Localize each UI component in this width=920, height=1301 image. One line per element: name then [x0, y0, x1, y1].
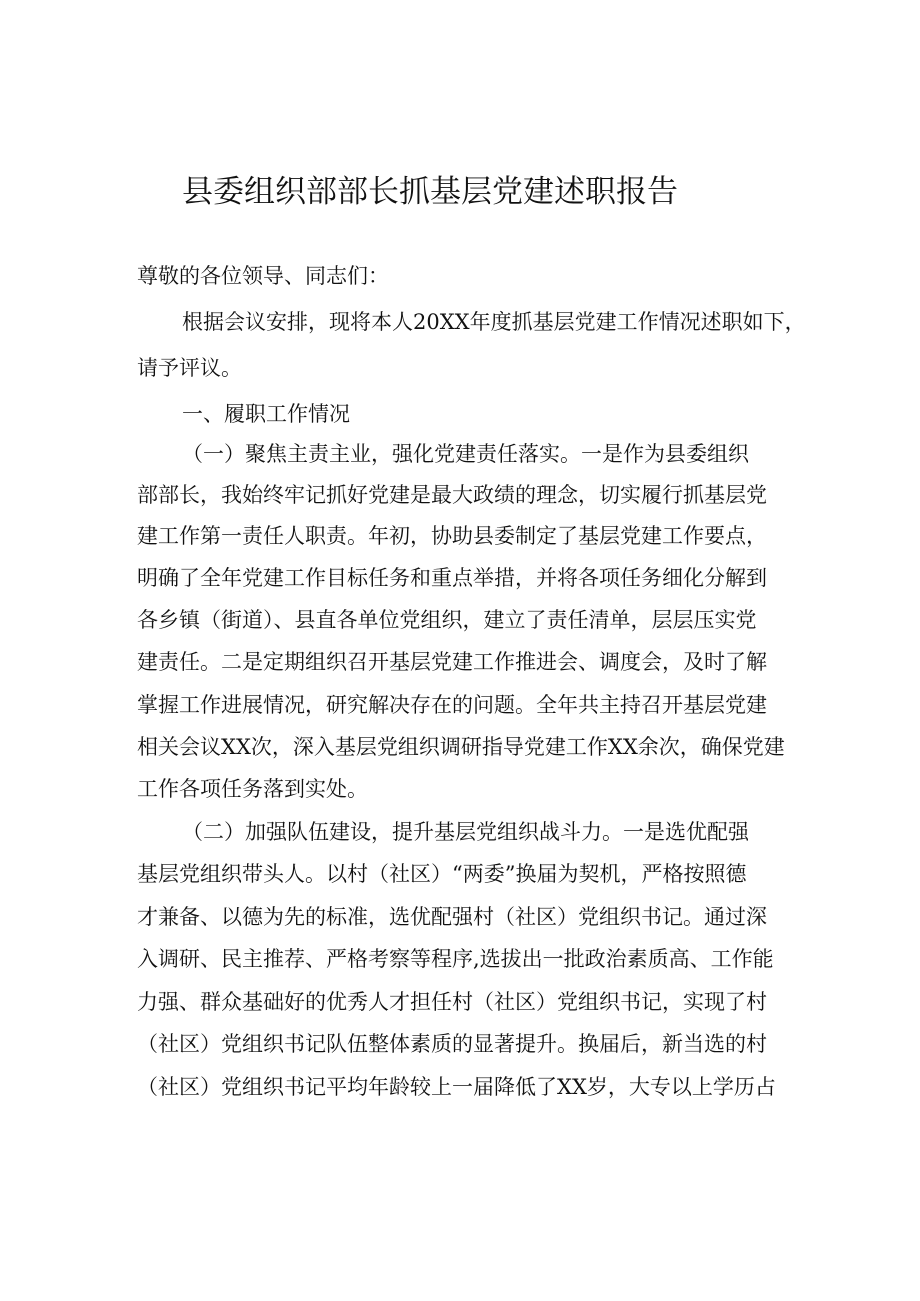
document-title: 县委组织部部长抓基层党建述职报告 — [182, 174, 678, 210]
body-line: 掌握工作进展情况，研究解决存在的问题。全年共主持召开基层党建 — [137, 693, 767, 717]
body-line: 建工作第一责任人职责。年初，协助县委制定了基层党建工作要点， — [137, 524, 767, 548]
body-line: 明确了全年党建工作目标任务和重点举措，并将各项任务细化分解到 — [137, 566, 767, 590]
body-line: （二）加强队伍建设，提升基层党组织战斗力。一是选优配强 — [182, 820, 749, 844]
body-line: （一）聚焦主责主业，强化党建责任落实。一是作为县委组织 — [182, 442, 749, 466]
body-line: 相关会议XX次，深入基层党组织调研指导党建工作XX余次，确保党建 — [137, 735, 785, 759]
body-line: 基层党组织带头人。以村（社区）“两委”换届为契机，严格按照德 — [137, 862, 747, 886]
body-line: 才兼备、以德为先的标准，选优配强村（社区）党组织书记。通过深 — [137, 905, 767, 929]
body-line: 请予评议。 — [137, 356, 242, 380]
salutation-line: 尊敬的各位领导、同志们： — [137, 264, 389, 288]
section-heading: 一、履职工作情况 — [182, 402, 350, 426]
body-line: （社区）党组织书记平均年龄较上一届降低了XX岁，大专以上学历占 — [137, 1075, 776, 1099]
body-line: 部部长，我始终牢记抓好党建是最大政绩的理念，切实履行抓基层党 — [137, 483, 767, 507]
body-line: 入调研、民主推荐、严格考察等程序,选拔出一批政治素质高、工作能 — [137, 947, 774, 971]
body-line: 各乡镇（街道）、县直各单位党组织，建立了责任清单，层层压实党 — [137, 608, 757, 632]
body-line: 建责任。二是定期组织召开基层党建工作推进会、调度会，及时了解 — [137, 650, 767, 674]
body-line: 力强、群众基础好的优秀人才担任村（社区）党组织书记，实现了村 — [137, 990, 767, 1014]
body-line: 工作各项任务落到实处。 — [137, 777, 368, 801]
body-line: 根据会议安排，现将本人20XX年度抓基层党建工作情况述职如下， — [182, 310, 806, 334]
body-line: （社区）党组织书记队伍整体素质的显著提升。换届后，新当选的村 — [137, 1032, 767, 1056]
